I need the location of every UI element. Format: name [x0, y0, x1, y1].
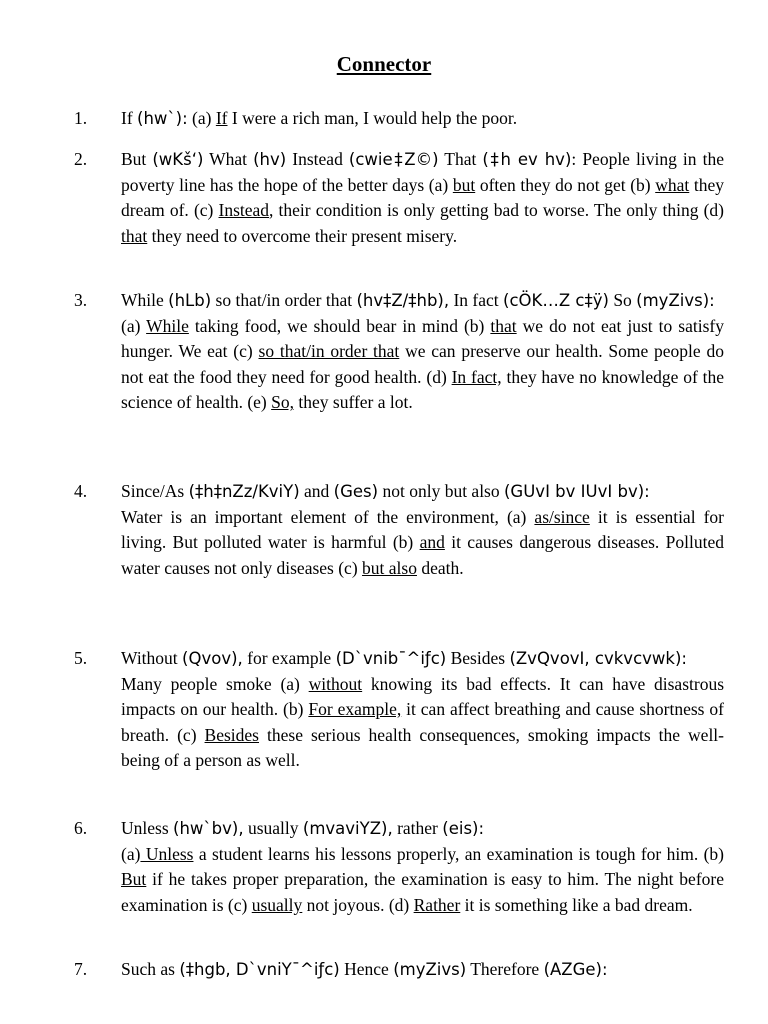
- page-title: Connector: [336, 52, 432, 76]
- bangla-gloss: (Ges): [333, 482, 379, 501]
- connector-item-7: [74, 957, 724, 983]
- underlined-connector: as/since: [534, 506, 590, 527]
- bangla-gloss: ):: [175, 109, 188, 128]
- bangla-gloss: (cwie‡Z©): [348, 150, 439, 169]
- text-run: it is something like a bad dream.: [460, 894, 693, 915]
- text-run: (a): [187, 108, 216, 128]
- text-run: for example: [242, 648, 336, 668]
- text-run: If: [121, 108, 138, 128]
- text-run: What: [203, 149, 254, 169]
- text-run: usually: [243, 818, 303, 838]
- item-example: [121, 314, 724, 416]
- text-run: they have no knowledge of the science of health. (e): [121, 366, 724, 413]
- bangla-gloss: (AZGe):: [543, 960, 608, 979]
- underlined-connector: While: [146, 315, 189, 336]
- text-run: I were a rich man, I would help the poor.: [227, 108, 518, 128]
- underlined-connector: but also: [362, 557, 417, 578]
- underlined-connector: but: [452, 174, 476, 195]
- item-number: 6.: [74, 818, 88, 838]
- text-run: Unless: [121, 818, 174, 838]
- connector-item-2: [74, 147, 724, 249]
- text-run: Therefore: [466, 959, 544, 979]
- text-run: not joyous. (d): [302, 894, 414, 915]
- text-run: taking food, we should bear in mind (b): [188, 315, 491, 336]
- connector-item-5: [74, 646, 724, 774]
- bangla-gloss: (cÖK…Z c‡ÿ): [503, 291, 609, 310]
- text-run: , their condition is only getting bad to worse. The only thing (d): [269, 200, 724, 221]
- text-run: But: [121, 149, 153, 169]
- text-run: it can affect breathing and cause shortness of breath. (c): [121, 699, 724, 745]
- underlined-connector: and: [419, 532, 445, 553]
- text-run: Since/As: [121, 481, 189, 501]
- text-run: Without: [121, 648, 183, 668]
- item-example: [121, 842, 724, 919]
- text-run: Such as: [121, 959, 180, 979]
- text-run: these serious health consequences, smoking impacts the well-being of a person as well.: [121, 724, 724, 771]
- bangla-gloss: (‡h ev hv): [482, 150, 572, 169]
- underlined-connector: usually: [251, 894, 303, 915]
- text-run: (a): [121, 315, 147, 336]
- underlined-connector: without: [308, 673, 363, 694]
- text-run: : People living in the poverty line has the hope of the better days (a): [121, 149, 724, 195]
- bangla-gloss: (myZivs):: [636, 291, 715, 310]
- text-run: Besides: [446, 648, 510, 668]
- item-number: 7.: [74, 959, 88, 979]
- bangla-gloss: (mvaviYZ),: [302, 819, 393, 838]
- bangla-gloss: (Qvov),: [182, 649, 243, 668]
- text-run: Hence: [339, 959, 394, 979]
- text-run: they need to overcome their present misery.: [147, 225, 458, 246]
- text-run: we do not eat just to satisfy hunger. We eat (c): [121, 315, 724, 362]
- underlined-connector: what: [655, 174, 690, 195]
- text-run: not only but also: [378, 481, 504, 501]
- text-run: In fact: [449, 290, 504, 310]
- text-run: a student learns his lessons properly, an examination is tough for him. (b): [193, 843, 725, 864]
- underlined-connector: So,: [271, 392, 294, 413]
- bangla-gloss: (GUvI bv IUvI bv):: [504, 482, 650, 501]
- underlined-connector: that: [490, 315, 517, 336]
- item-heading: [121, 288, 724, 314]
- underlined-connector: so that/in order that: [258, 341, 400, 362]
- item-heading: [121, 147, 724, 249]
- bangla-gloss: hw`: [143, 109, 176, 128]
- bangla-gloss: (myZivs): [393, 960, 467, 979]
- text-run: That: [438, 149, 483, 169]
- bangla-gloss: (eis):: [442, 819, 485, 838]
- text-run: and: [299, 481, 334, 501]
- connector-item-6: [74, 816, 724, 918]
- item-number: 1.: [74, 108, 88, 128]
- item-example: [121, 672, 724, 774]
- underlined-connector: Besides: [204, 724, 259, 745]
- underlined-connector: In fact,: [451, 366, 502, 387]
- text-run: it is essential for living. But polluted water is harmful (b): [121, 506, 724, 553]
- item-heading: [121, 106, 724, 132]
- item-heading: [121, 816, 724, 842]
- item-number: 3.: [74, 290, 88, 310]
- bangla-gloss: (D`vnib¯^iƒc): [335, 649, 447, 668]
- text-run: we can preserve our health. Some people do not eat the food they need for good health. (d): [121, 341, 724, 387]
- underlined-connector: If: [215, 108, 228, 128]
- item-heading: [121, 957, 724, 983]
- bangla-gloss: (hw`bv),: [173, 819, 244, 838]
- item-number: 4.: [74, 481, 88, 501]
- text-run: So: [608, 290, 637, 310]
- connector-item-1: [74, 106, 724, 132]
- text-run: if he takes proper preparation, the examination is easy to him. The night before examination is (c): [121, 869, 724, 915]
- bangla-gloss: (ZvQvovI, cvkvcvwk):: [509, 649, 687, 668]
- bangla-gloss: (wKš‘): [152, 150, 204, 169]
- item-example: [121, 505, 724, 582]
- text-run: Water is an important element of the environment, (a): [121, 506, 535, 527]
- text-run: Instead: [286, 149, 349, 169]
- item-number: 5.: [74, 648, 88, 668]
- item-number: 2.: [74, 149, 88, 169]
- text-run: Many people smoke (a): [121, 673, 309, 694]
- text-run: so that/in order that: [211, 290, 357, 310]
- bangla-gloss: (hLb): [168, 291, 212, 310]
- underlined-connector: Unless: [140, 843, 194, 864]
- bangla-gloss: (hv‡Z/‡hb),: [356, 291, 450, 310]
- underlined-connector: that: [121, 225, 148, 246]
- text-run: While: [121, 290, 169, 310]
- item-heading: [121, 646, 724, 672]
- underlined-connector: Instead: [218, 200, 270, 221]
- bangla-gloss: (‡hgb, D`vniY¯^iƒc): [179, 960, 340, 979]
- text-run: rather: [392, 818, 443, 838]
- connector-item-3: [74, 288, 724, 416]
- text-run: often they do not get (b): [475, 174, 656, 195]
- bangla-gloss: (‡h‡nZz/KviY): [188, 482, 300, 501]
- underlined-connector: But: [121, 869, 147, 890]
- text-run: they dream of. (c): [121, 174, 724, 221]
- connector-item-4: [74, 479, 724, 581]
- bangla-gloss: (hv): [253, 150, 287, 169]
- item-heading: [121, 479, 724, 505]
- text-run: it causes dangerous diseases. Polluted water causes not only diseases (c): [121, 532, 724, 578]
- bangla-gloss: (: [137, 109, 144, 128]
- underlined-connector: Rather: [413, 894, 461, 915]
- text-run: knowing its bad effects. It can have disastrous impacts on our health. (b): [121, 673, 725, 720]
- text-run: death.: [416, 557, 464, 578]
- text-run: (a): [121, 843, 141, 864]
- underlined-connector: For example,: [308, 699, 402, 720]
- text-run: they suffer a lot.: [294, 392, 413, 413]
